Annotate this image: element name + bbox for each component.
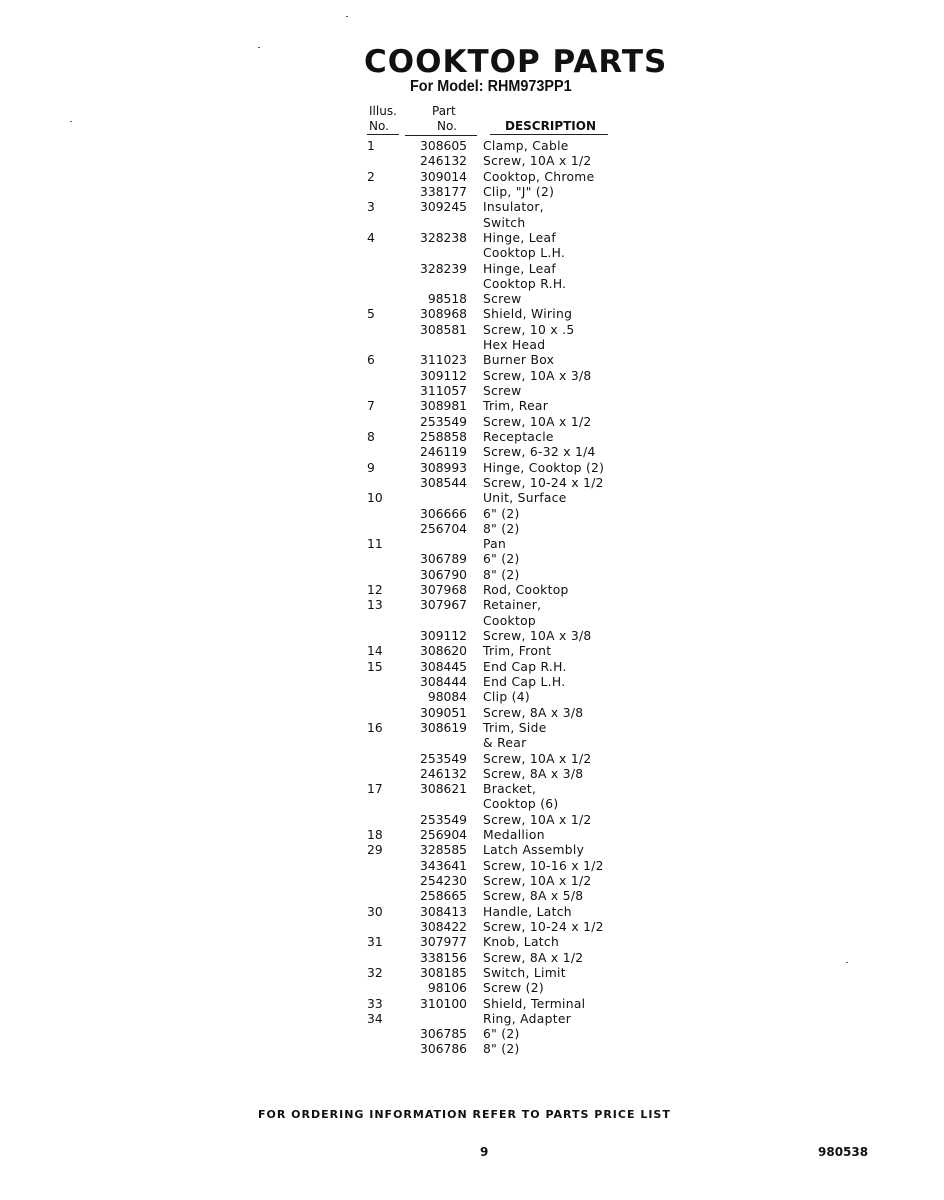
part-description: Hinge, Leaf [483, 230, 557, 245]
parts-row [0, 905, 944, 920]
part-description: End Cap R.H. [483, 659, 567, 674]
parts-row [0, 951, 944, 966]
part-number: 256904 [420, 828, 467, 843]
part-description: Rod, Cooktop [483, 583, 569, 598]
parts-row [0, 139, 944, 154]
parts-row [0, 445, 944, 460]
parts-row [0, 338, 944, 353]
parts-row [0, 430, 944, 445]
scan-speck [346, 16, 348, 17]
parts-row [0, 170, 944, 185]
part-number: 308605 [420, 139, 467, 153]
parts-row [0, 828, 944, 843]
parts-list [0, 139, 944, 1058]
parts-row [0, 920, 944, 935]
part-description: Screw, 10A x 3/8 [483, 368, 592, 383]
illus-number: 32 [367, 965, 383, 980]
illus-number: 11 [367, 537, 383, 552]
illus-number: 4 [367, 230, 375, 245]
header-rule [367, 134, 399, 135]
part-description: Cooktop, Chrome [483, 169, 595, 184]
part-number: 328238 [420, 230, 467, 245]
part-description: Screw, 10-24 x 1/2 [483, 919, 604, 934]
parts-row [0, 767, 944, 782]
part-description: Cooktop L.H. [483, 246, 566, 261]
scan-speck [258, 47, 260, 48]
part-description: End Cap L.H. [483, 674, 566, 689]
page-title: COOKTOP PARTS [364, 44, 668, 80]
part-description: Unit, Surface [483, 491, 567, 506]
part-description: Cooktop R.H. [483, 276, 567, 291]
illus-number: 17 [367, 782, 383, 797]
parts-row [0, 568, 944, 583]
page-number: 9 [480, 1145, 489, 1159]
parts-row [0, 859, 944, 874]
parts-row [0, 598, 944, 613]
part-description: Screw, 8A x 3/8 [483, 766, 584, 781]
illus-number: 34 [367, 1011, 383, 1026]
illus-number: 1 [367, 139, 375, 153]
parts-row [0, 721, 944, 736]
parts-row [0, 353, 944, 368]
header-part: Part [432, 104, 456, 118]
illus-number: 31 [367, 935, 383, 950]
illus-number: 18 [367, 828, 383, 843]
part-description: Hex Head [483, 338, 546, 353]
part-number: 246119 [420, 445, 467, 460]
parts-row [0, 369, 944, 384]
parts-row [0, 262, 944, 277]
part-description: Screw, 8A x 1/2 [483, 950, 584, 965]
header-rule [405, 135, 477, 136]
part-description: Switch, Limit [483, 965, 566, 980]
parts-row [0, 981, 944, 996]
part-description: Screw, 8A x 3/8 [483, 705, 584, 720]
header-illus: Illus. [369, 104, 397, 118]
parts-row [0, 246, 944, 261]
parts-row [0, 537, 944, 552]
part-description: Bracket, [483, 782, 537, 797]
parts-row [0, 185, 944, 200]
part-description: Shield, Terminal [483, 996, 586, 1011]
part-number: 308544 [420, 475, 467, 490]
illus-number: 2 [367, 169, 375, 184]
part-description: 8" (2) [483, 567, 520, 582]
part-number: 308444 [420, 674, 467, 689]
part-description: Cooktop [483, 613, 537, 628]
parts-row [0, 874, 944, 889]
illus-number: 16 [367, 720, 383, 735]
part-number: 338177 [420, 184, 467, 199]
part-number: 308621 [420, 782, 467, 797]
part-description: Cooktop (6) [483, 797, 559, 812]
parts-row [0, 552, 944, 567]
parts-row [0, 706, 944, 721]
part-number: 246132 [420, 766, 467, 781]
parts-row [0, 1042, 944, 1057]
part-description: Trim, Rear [483, 399, 549, 414]
part-number: 308619 [420, 720, 467, 735]
part-number: 311057 [420, 384, 467, 398]
part-number: 258665 [420, 889, 467, 904]
part-description: Hinge, Cooktop (2) [483, 460, 605, 475]
illus-number: 29 [367, 843, 383, 858]
illus-number: 12 [367, 583, 383, 598]
parts-row [0, 813, 944, 828]
part-description: Receptacle [483, 429, 554, 444]
parts-row [0, 216, 944, 231]
part-description: Hinge, Leaf [483, 261, 557, 276]
part-number: 98084 [427, 690, 467, 705]
parts-row [0, 323, 944, 338]
part-number: 343641 [420, 858, 467, 873]
parts-row [0, 935, 944, 950]
scan-speck [70, 121, 72, 122]
parts-row [0, 292, 944, 307]
parts-row [0, 415, 944, 430]
illus-number: 33 [367, 996, 383, 1011]
part-description: Screw, 10 x .5 [483, 322, 575, 337]
part-number: 253549 [420, 751, 467, 766]
part-number: 256704 [420, 521, 467, 536]
illus-number: 8 [367, 429, 375, 444]
parts-row [0, 307, 944, 322]
part-description: Screw, 10A x 1/2 [483, 751, 592, 766]
header-illus-no: No. [369, 119, 389, 133]
part-number: 306785 [420, 1027, 467, 1042]
part-number: 253549 [420, 812, 467, 827]
illus-number: 5 [367, 307, 375, 322]
part-number: 258858 [420, 429, 467, 444]
parts-row [0, 583, 944, 598]
part-number: 309112 [420, 629, 467, 643]
part-number: 308422 [420, 919, 467, 934]
part-number: 328585 [420, 843, 467, 858]
parts-row [0, 752, 944, 767]
part-description: Trim, Front [483, 644, 552, 659]
parts-row [0, 476, 944, 491]
part-description: 8" (2) [483, 1042, 520, 1057]
part-description: Screw, 10A x 1/2 [483, 874, 592, 888]
part-number: 308981 [420, 399, 467, 414]
part-description: Insulator, [483, 200, 544, 215]
parts-row [0, 675, 944, 690]
part-number: 310100 [420, 996, 467, 1011]
parts-row [0, 843, 944, 858]
illus-number: 7 [367, 399, 375, 414]
parts-row [0, 154, 944, 169]
part-number: 253549 [420, 414, 467, 429]
parts-row [0, 966, 944, 981]
part-number: 254230 [420, 874, 467, 888]
part-description: Screw, 10A x 1/2 [483, 812, 592, 827]
illus-number: 3 [367, 200, 375, 215]
parts-row [0, 200, 944, 215]
parts-row [0, 461, 944, 476]
part-description: Clamp, Cable [483, 139, 569, 153]
part-description: Screw, 10A x 1/2 [483, 154, 592, 169]
part-description: Burner Box [483, 353, 555, 368]
part-description: Screw, 8A x 5/8 [483, 889, 584, 904]
illus-number: 6 [367, 353, 375, 368]
part-description: Screw [483, 292, 522, 307]
illus-number: 14 [367, 644, 383, 659]
part-description: Medallion [483, 828, 545, 843]
part-description: 8" (2) [483, 521, 520, 536]
part-number: 246132 [420, 154, 467, 169]
part-description: Ring, Adapter [483, 1011, 572, 1026]
part-number: 307967 [420, 598, 467, 613]
parts-row [0, 277, 944, 292]
header-rule [490, 134, 608, 135]
parts-row [0, 522, 944, 537]
parts-row [0, 690, 944, 705]
parts-row [0, 797, 944, 812]
part-number: 311023 [420, 353, 467, 368]
ordering-footer: FOR ORDERING INFORMATION REFER TO PARTS PRICE LIST [258, 1108, 671, 1121]
part-number: 328239 [420, 261, 467, 276]
illus-number: 13 [367, 598, 383, 613]
parts-row [0, 1027, 944, 1042]
parts-row [0, 491, 944, 506]
part-description: Screw, 10A x 3/8 [483, 629, 592, 643]
part-description: Screw [483, 384, 522, 398]
part-number: 308445 [420, 659, 467, 674]
parts-row [0, 614, 944, 629]
part-description: Screw, 10A x 1/2 [483, 414, 592, 429]
part-description: Handle, Latch [483, 904, 572, 919]
part-description: Screw, 6-32 x 1/4 [483, 445, 596, 460]
header-part-no: No. [437, 119, 457, 133]
parts-row [0, 644, 944, 659]
part-description: Clip (4) [483, 690, 530, 705]
part-number: 308185 [420, 965, 467, 980]
part-number: 308620 [420, 644, 467, 659]
header-description: DESCRIPTION [505, 119, 597, 133]
part-description: Screw (2) [483, 981, 545, 996]
parts-row [0, 1012, 944, 1027]
part-number: 306790 [420, 567, 467, 582]
parts-row [0, 782, 944, 797]
illus-number: 30 [367, 904, 383, 919]
part-number: 309051 [420, 705, 467, 720]
illus-number: 9 [367, 460, 375, 475]
part-number: 309112 [420, 368, 467, 383]
part-number: 307977 [420, 935, 467, 950]
part-number: 306789 [420, 552, 467, 567]
parts-row [0, 629, 944, 644]
part-description: Shield, Wiring [483, 307, 573, 322]
part-number: 309245 [420, 200, 467, 215]
parts-row [0, 660, 944, 675]
parts-row [0, 231, 944, 246]
part-description: Latch Assembly [483, 843, 585, 858]
part-description: 6" (2) [483, 506, 520, 521]
part-number: 309014 [420, 169, 467, 184]
part-description: 6" (2) [483, 1027, 520, 1042]
part-number: 306666 [420, 506, 467, 521]
parts-row [0, 889, 944, 904]
part-description: Knob, Latch [483, 935, 560, 950]
part-number: 308968 [420, 307, 467, 322]
part-number: 307968 [420, 583, 467, 598]
part-description: Switch [483, 215, 526, 230]
parts-row [0, 507, 944, 522]
part-number: 308581 [420, 322, 467, 337]
part-description: 6" (2) [483, 552, 520, 567]
part-number: 98518 [427, 292, 467, 307]
part-description: Trim, Side [483, 720, 547, 735]
part-description: Pan [483, 537, 507, 552]
part-description: & Rear [483, 736, 527, 751]
part-description: Clip, "J" (2) [483, 184, 555, 199]
parts-row [0, 736, 944, 751]
model-subtitle: For Model: RHM973PP1 [410, 78, 572, 95]
part-number: 308413 [420, 904, 467, 919]
part-number: 306786 [420, 1042, 467, 1057]
part-number: 338156 [420, 950, 467, 965]
parts-row [0, 997, 944, 1012]
part-description: Screw, 10-16 x 1/2 [483, 858, 604, 873]
part-description: Screw, 10-24 x 1/2 [483, 475, 604, 490]
parts-row [0, 384, 944, 399]
illus-number: 15 [367, 659, 383, 674]
parts-row [0, 399, 944, 414]
document-code: 980538 [818, 1145, 869, 1159]
illus-number: 10 [367, 491, 383, 506]
part-description: Retainer, [483, 598, 542, 613]
part-number: 308993 [420, 460, 467, 475]
part-number: 98106 [427, 981, 467, 996]
